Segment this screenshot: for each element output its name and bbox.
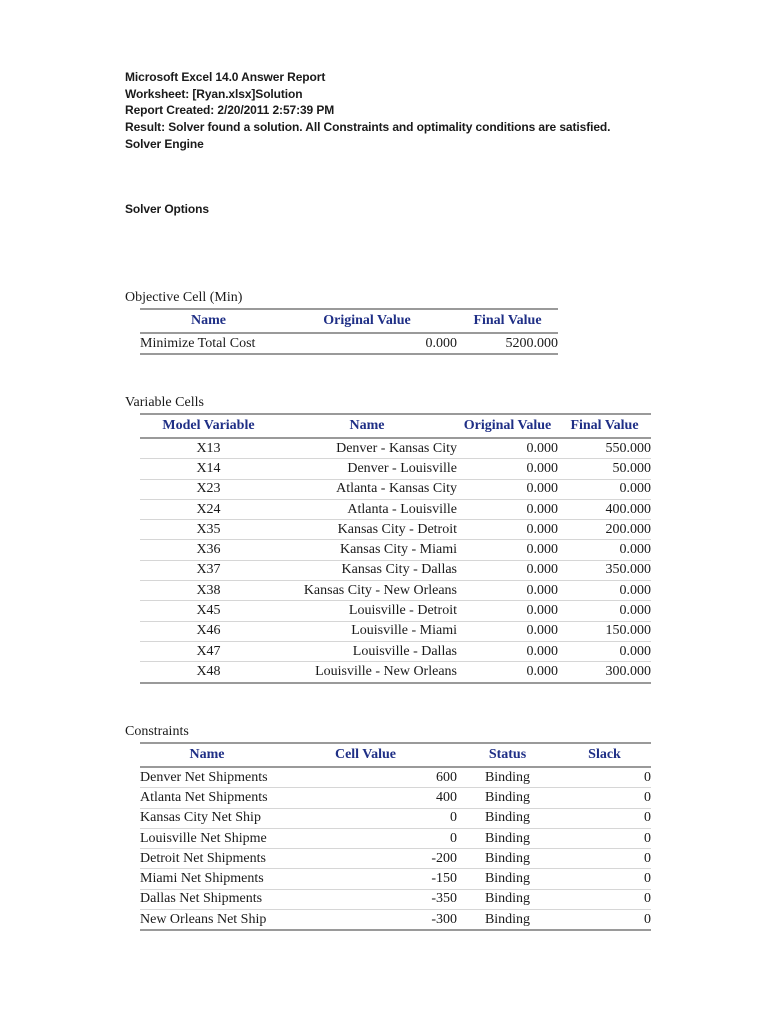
model-variable-cell: X13 — [140, 438, 277, 459]
constraint-name-cell: Miami Net Shipments — [140, 869, 274, 889]
status-cell: Binding — [457, 828, 558, 848]
objective-final-value-cell: 5200.000 — [457, 333, 558, 354]
constraints-row — [140, 869, 651, 889]
constraints-row — [140, 849, 651, 869]
objective-header-row — [140, 309, 558, 333]
model-variable-cell: X35 — [140, 520, 277, 540]
cell-value-cell: 0 — [274, 808, 457, 828]
variable-name-cell: Atlanta - Kansas City — [277, 479, 457, 499]
cell-value-cell: 600 — [274, 767, 457, 788]
variable-name-cell: Kansas City - Detroit — [277, 520, 457, 540]
cell-value-cell: -200 — [274, 849, 457, 869]
original-value-cell: 0.000 — [457, 459, 558, 479]
constraint-name-cell: Dallas Net Shipments — [140, 889, 274, 909]
constraints-header-row — [140, 743, 651, 767]
constraints-header-status: Status — [457, 743, 558, 767]
variables-header-row — [140, 414, 651, 438]
variable-name-cell: Louisville - Detroit — [277, 601, 457, 621]
variable-cells-table — [140, 413, 651, 684]
original-value-cell: 0.000 — [457, 540, 558, 560]
variable-name-cell: Kansas City - New Orleans — [277, 581, 457, 601]
constraints-row — [140, 808, 651, 828]
model-variable-cell: X24 — [140, 499, 277, 519]
model-variable-cell: X47 — [140, 641, 277, 661]
constraint-name-cell: New Orleans Net Ship — [140, 910, 274, 931]
variable-name-cell: Kansas City - Dallas — [277, 560, 457, 580]
final-value-cell: 0.000 — [558, 540, 651, 560]
final-value-cell: 0.000 — [558, 479, 651, 499]
constraint-name-cell: Louisville Net Shipme — [140, 828, 274, 848]
variables-row — [140, 662, 651, 683]
status-cell: Binding — [457, 910, 558, 931]
model-variable-cell: X48 — [140, 662, 277, 683]
cell-value-cell: 400 — [274, 788, 457, 808]
solver-options-heading: Solver Options — [125, 202, 209, 216]
cell-value-cell: -150 — [274, 869, 457, 889]
variable-name-cell: Atlanta - Louisville — [277, 499, 457, 519]
constraints-header-slack: Slack — [558, 743, 651, 767]
model-variable-cell: X45 — [140, 601, 277, 621]
slack-cell: 0 — [558, 808, 651, 828]
variables-row — [140, 499, 651, 519]
variable-name-cell: Louisville - Dallas — [277, 641, 457, 661]
report-created-line: Report Created: 2/20/2011 2:57:39 PM — [125, 103, 335, 117]
objective-original-value-cell: 0.000 — [277, 333, 457, 354]
objective-header-original-value: Original Value — [277, 309, 457, 333]
status-cell: Binding — [457, 788, 558, 808]
slack-cell: 0 — [558, 869, 651, 889]
variables-row — [140, 621, 651, 641]
status-cell: Binding — [457, 869, 558, 889]
model-variable-cell: X23 — [140, 479, 277, 499]
original-value-cell: 0.000 — [457, 560, 558, 580]
constraints-header-name: Name — [140, 743, 274, 767]
variables-header-model-variable: Model Variable — [140, 414, 277, 438]
final-value-cell: 300.000 — [558, 662, 651, 683]
slack-cell: 0 — [558, 910, 651, 931]
original-value-cell: 0.000 — [457, 641, 558, 661]
solver-engine-heading: Solver Engine — [125, 137, 204, 151]
status-cell: Binding — [457, 849, 558, 869]
objective-header-final-value: Final Value — [457, 309, 558, 333]
variables-row — [140, 641, 651, 661]
final-value-cell: 400.000 — [558, 499, 651, 519]
model-variable-cell: X38 — [140, 581, 277, 601]
constraints-row — [140, 889, 651, 909]
constraints-row — [140, 767, 651, 788]
objective-section-title: Objective Cell (Min) — [125, 290, 243, 305]
constraints-section-title: Constraints — [125, 724, 189, 739]
variable-name-cell: Louisville - New Orleans — [277, 662, 457, 683]
model-variable-cell: X37 — [140, 560, 277, 580]
variables-row — [140, 459, 651, 479]
constraints-table — [140, 742, 651, 931]
final-value-cell: 150.000 — [558, 621, 651, 641]
final-value-cell: 200.000 — [558, 520, 651, 540]
final-value-cell: 50.000 — [558, 459, 651, 479]
objective-table — [140, 308, 558, 355]
variables-row — [140, 438, 651, 459]
original-value-cell: 0.000 — [457, 438, 558, 459]
constraint-name-cell: Detroit Net Shipments — [140, 849, 274, 869]
constraints-row — [140, 828, 651, 848]
report-title: Microsoft Excel 14.0 Answer Report — [125, 70, 326, 84]
variables-row — [140, 520, 651, 540]
variables-row — [140, 581, 651, 601]
original-value-cell: 0.000 — [457, 479, 558, 499]
final-value-cell: 350.000 — [558, 560, 651, 580]
original-value-cell: 0.000 — [457, 520, 558, 540]
status-cell: Binding — [457, 889, 558, 909]
variables-row — [140, 479, 651, 499]
cell-value-cell: -300 — [274, 910, 457, 931]
objective-row — [140, 333, 558, 354]
constraints-header-cell-value: Cell Value — [274, 743, 457, 767]
slack-cell: 0 — [558, 788, 651, 808]
variables-row — [140, 601, 651, 621]
original-value-cell: 0.000 — [457, 601, 558, 621]
variable-name-cell: Louisville - Miami — [277, 621, 457, 641]
variable-name-cell: Denver - Louisville — [277, 459, 457, 479]
constraint-name-cell: Denver Net Shipments — [140, 767, 274, 788]
slack-cell: 0 — [558, 828, 651, 848]
final-value-cell: 0.000 — [558, 641, 651, 661]
worksheet-line: Worksheet: [Ryan.xlsx]Solution — [125, 87, 303, 101]
variable-name-cell: Kansas City - Miami — [277, 540, 457, 560]
original-value-cell: 0.000 — [457, 662, 558, 683]
objective-header-name: Name — [140, 309, 277, 333]
variables-row — [140, 560, 651, 580]
constraint-name-cell: Kansas City Net Ship — [140, 808, 274, 828]
constraint-name-cell: Atlanta Net Shipments — [140, 788, 274, 808]
slack-cell: 0 — [558, 849, 651, 869]
status-cell: Binding — [457, 808, 558, 828]
original-value-cell: 0.000 — [457, 499, 558, 519]
model-variable-cell: X46 — [140, 621, 277, 641]
slack-cell: 0 — [558, 889, 651, 909]
variables-section-title: Variable Cells — [125, 395, 204, 410]
variables-header-final-value: Final Value — [558, 414, 651, 438]
variable-name-cell: Denver - Kansas City — [277, 438, 457, 459]
final-value-cell: 0.000 — [558, 581, 651, 601]
slack-cell: 0 — [558, 767, 651, 788]
model-variable-cell: X14 — [140, 459, 277, 479]
original-value-cell: 0.000 — [457, 581, 558, 601]
variables-header-name: Name — [277, 414, 457, 438]
model-variable-cell: X36 — [140, 540, 277, 560]
variables-header-original-value: Original Value — [457, 414, 558, 438]
constraints-row — [140, 788, 651, 808]
constraints-row — [140, 910, 651, 931]
original-value-cell: 0.000 — [457, 621, 558, 641]
cell-value-cell: 0 — [274, 828, 457, 848]
final-value-cell: 550.000 — [558, 438, 651, 459]
result-line: Result: Solver found a solution. All Constraints and optimality conditions are satisfied. — [125, 120, 611, 134]
objective-name-cell: Minimize Total Cost — [140, 333, 277, 354]
variables-row — [140, 540, 651, 560]
cell-value-cell: -350 — [274, 889, 457, 909]
status-cell: Binding — [457, 767, 558, 788]
final-value-cell: 0.000 — [558, 601, 651, 621]
